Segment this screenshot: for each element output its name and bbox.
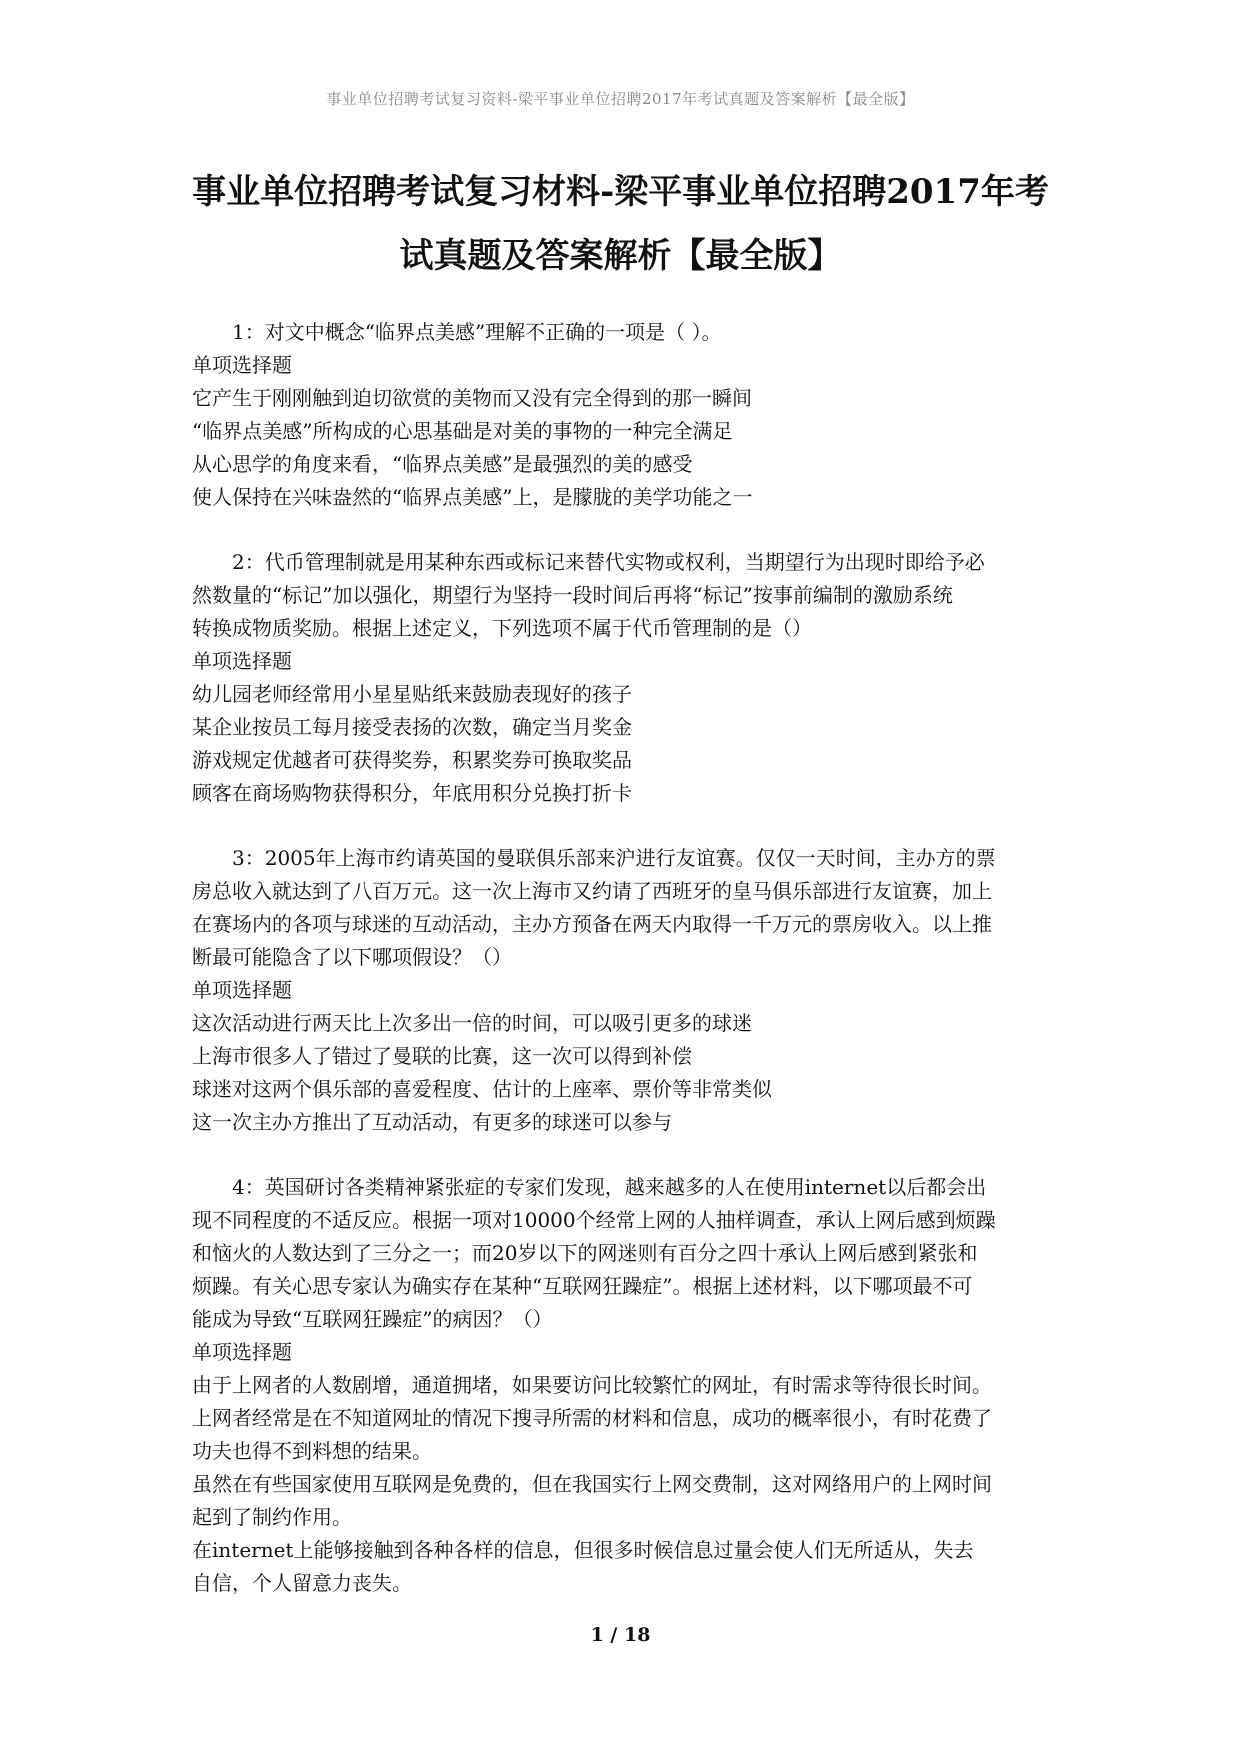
option-line: 顾客在商场购物获得积分，年底用积分兑换打折卡 <box>192 781 632 805</box>
question-stem-line: 4：英国研讨各类精神紧张症的专家们发现，越来越多的人在使用internet以后都会出 <box>232 1175 987 1199</box>
option-line: 功夫也得不到料想的结果。 <box>192 1439 432 1463</box>
document-title <box>150 160 1091 288</box>
question-stem-line: 现不同程度的不适反应。根据一项对10000个经常上网的人抽样调查，承认上网后感到烦躁 <box>192 1208 996 1232</box>
question-block <box>192 842 1072 1139</box>
running-header: 事业单位招聘考试复习资料-梁平事业单位招聘2017年考试真题及答案解析【最全版】 <box>326 90 915 108</box>
option-line: 它产生于刚刚触到迫切欲赏的美物而又没有完全得到的那一瞬间 <box>192 386 752 410</box>
question-type: 单项选择题 <box>192 1340 292 1364</box>
option-line: 使人保持在兴味盎然的“临界点美感”上，是朦胧的美学功能之一 <box>192 485 753 509</box>
option-line: 游戏规定优越者可获得奖券，积累奖券可换取奖品 <box>192 748 632 772</box>
question-block <box>192 1171 1072 1600</box>
option-line: 自信，个人留意力丧失。 <box>192 1571 412 1595</box>
option-line: 由于上网者的人数剧增，通道拥堵，如果要访问比较繁忙的网址，有时需求等待很长时间。 <box>192 1373 992 1397</box>
question-block <box>192 546 1072 810</box>
question-stem-line: 转换成物质奖励。根据上述定义，下列选项不属于代币管理制的是（） <box>192 616 812 640</box>
question-type: 单项选择题 <box>192 353 292 377</box>
option-line: 幼儿园老师经常用小星星贴纸来鼓励表现好的孩子 <box>192 682 632 706</box>
question-stem-line: 房总收入就达到了八百万元。这一次上海市又约请了西班牙的皇马俱乐部进行友谊赛，加上 <box>192 879 992 903</box>
title-line-1: 事业单位招聘考试复习材料-梁平事业单位招聘2017年考 <box>192 172 1049 212</box>
title-line-2: 试真题及答案解析【最全版】 <box>399 236 842 276</box>
question-stem-line: 2：代币管理制就是用某种东西或标记来替代实物或权利，当期望行为出现时即给予必 <box>232 550 985 574</box>
option-line: 起到了制约作用。 <box>192 1505 352 1529</box>
option-line: 球迷对这两个俱乐部的喜爱程度、估计的上座率、票价等非常类似 <box>192 1077 772 1101</box>
question-type: 单项选择题 <box>192 978 292 1002</box>
question-block <box>192 316 1072 514</box>
option-line: 从心思学的角度来看，“临界点美感”是最强烈的美的感受 <box>192 452 693 476</box>
option-line: 在internet上能够接触到各种各样的信息，但很多时候信息过量会使人们无所适从，失去 <box>192 1538 974 1562</box>
page-number: 1 / 18 <box>590 1624 651 1646</box>
question-list <box>192 316 1072 1632</box>
option-line: 上网者经常是在不知道网址的情况下搜寻所需的材料和信息，成功的概率很小，有时花费了 <box>192 1406 992 1430</box>
question-stem-line: 3：2005年上海市约请英国的曼联俱乐部来沪进行友谊赛。仅仅一天时间，主办方的票 <box>232 846 996 870</box>
question-stem-line: 断最可能隐含了以下哪项假设？（） <box>192 945 512 969</box>
question-stem-line: 烦躁。有关心思专家认为确实存在某种“互联网狂躁症”。根据上述材料，以下哪项最不可 <box>192 1274 973 1298</box>
option-line: 这一次主办方推出了互动活动，有更多的球迷可以参与 <box>192 1110 672 1134</box>
option-line: 这次活动进行两天比上次多出一倍的时间，可以吸引更多的球迷 <box>192 1011 752 1035</box>
question-stem-line: 然数量的“标记”加以强化，期望行为坚持一段时间后再将“标记”按事前编制的激励系统 <box>192 583 953 607</box>
question-stem-line: 1：对文中概念“临界点美感”理解不正确的一项是（ ）。 <box>232 320 722 344</box>
option-line: “临界点美感”所构成的心思基础是对美的事物的一种完全满足 <box>192 419 733 443</box>
question-stem-line: 和恼火的人数达到了三分之一；而20岁以下的网迷则有百分之四十承认上网后感到紧张和 <box>192 1241 978 1265</box>
option-line: 某企业按员工每月接受表扬的次数，确定当月奖金 <box>192 715 632 739</box>
question-type: 单项选择题 <box>192 649 292 673</box>
option-line: 虽然在有些国家使用互联网是免费的，但在我国实行上网交费制，这对网络用户的上网时间 <box>192 1472 992 1496</box>
option-line: 上海市很多人了错过了曼联的比赛，这一次可以得到补偿 <box>192 1044 692 1068</box>
question-stem-line: 在赛场内的各项与球迷的互动活动，主办方预备在两天内取得一千万元的票房收入。以上推 <box>192 912 992 936</box>
question-stem-line: 能成为导致“互联网狂躁症”的病因？（） <box>192 1307 553 1331</box>
